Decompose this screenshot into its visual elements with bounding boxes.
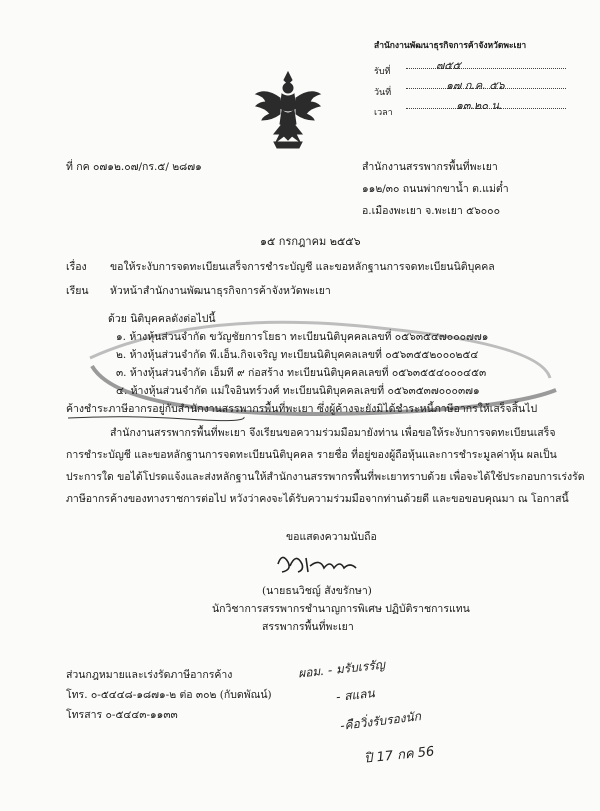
- footer-dept: ส่วนกฎหมายและเร่งรัดภาษีอากรค้าง: [66, 669, 233, 681]
- entity-item-4: ๔. ห้างหุ้นส่วนจำกัด แม่ใจอินทร์วงศ์ ทะเบียนนิติบุคคลเลขที่ ๐๕๖๓๕๓๗๐๐๐๓๗๑: [116, 385, 480, 397]
- footer-phone: โทร. ๐-๕๔๔๘-๑๘๗๑-๒ ต่อ ๓๐๒ (กับดพัณน์): [66, 689, 272, 701]
- signature-mark: [272, 546, 382, 580]
- garuda-emblem-icon: [252, 68, 324, 152]
- stamp-date: ๑๗ ก.ค. ๕๖: [406, 76, 566, 89]
- signer-title-2: สรรพากรพื้นที่พะเยา: [262, 621, 354, 633]
- document-date: ๑๕ กรกฎาคม ๒๕๕๖: [260, 235, 361, 248]
- stamp-time-label: เวลา: [374, 108, 393, 118]
- handwritten-underline-mark: [66, 414, 246, 422]
- subject-label: เรื่อง: [66, 261, 87, 273]
- sender-address-line2: ๑๑๒/๓๐ ถนนพ่ากขาน้ำ ต.แม่ต๋ำ: [362, 183, 509, 195]
- paragraph-2-line4: ภาษีอากรค้างของทางราชการต่อไป หวังว่าคงจะได้รับความร่วมมือจากท่านด้วยดี และขอขอบคุณมา ณ โอกาสนี้: [66, 493, 569, 505]
- paragraph-2-line3: ประการใด ขอได้โปรดแจ้งและส่งหลักฐานให้สำนักงานสรรพากรพื้นที่พะเยาทราบด้วย เพื่อจะได้ใช้ประกอบการเร่งรัด: [66, 471, 585, 483]
- closing: ขอแสดงความนับถือ: [286, 531, 377, 543]
- stamp-date-label: วันที่: [374, 88, 392, 98]
- footer-fax: โทรสาร ๐-๕๔๔๓-๑๑๓๓: [66, 709, 178, 721]
- stamp-received-label: รับที่: [374, 67, 391, 77]
- annotation-line4: ปิ 17 กค 56: [363, 744, 436, 767]
- paragraph-1: ค้างชำระภาษีอากรอยู่กับสำนักงานสรรพากรพื้นที่พะเยา ซึ่งผู้ค้างจะยังมิได้ชำระหนี้ภาษีอากรให้เสร็จสิ้นไป: [66, 403, 538, 415]
- paragraph-2-line2: การชำระบัญชี และขอหลักฐานการจดทะเบียนนิติบุคคล รายชื่อ ที่อยู่ของผู้ถือหุ้นและการชำระมูลค่าหุ้น ผลเป็น: [66, 449, 557, 461]
- to-label: เรียน: [66, 285, 89, 297]
- annotation-line1: ผอม. - มรับเรรัญ: [297, 657, 386, 681]
- subject-text: ขอให้ระงับการจดทะเบียนเสร็จการชำระบัญชี และขอหลักฐานการจดทะเบียนนิติบุคคล: [110, 261, 495, 273]
- annotation-line3: -คือวิ่งรับรองนัก: [339, 709, 422, 733]
- to-text: หัวหน้าสำนักงานพัฒนาธุรกิจการค้าจังหวัดพะเยา: [110, 285, 331, 297]
- stamp-time: ๑๓.๒๐ น.: [406, 96, 566, 109]
- stamp-received-no: ๗๕๕: [406, 56, 566, 69]
- annotation-line2: - สแลน: [335, 686, 376, 704]
- signer-title-1: นักวิชาการสรรพากรชำนาญการพิเศษ ปฏิบัติราชการแทน: [212, 603, 470, 615]
- receipt-stamp: [374, 38, 574, 116]
- paragraph-2-line1: สำนักงานสรรพากรพื้นที่พะเยา จึงเรียนขอความร่วมมือมายังท่าน เพื่อขอให้ระงับการจดทะเบียนเสร็จ: [110, 427, 556, 439]
- doc-number: ที่ กค ๐๗๑๒.๐๗/กร.๕/ ๒๘๗๑: [66, 161, 202, 173]
- sender-address-line1: สำนักงานสรรพากรพื้นที่พะเยา: [362, 161, 498, 173]
- entity-item-2: ๒. ห้างหุ้นส่วนจำกัด พี.เอ็น.กิจเจริญ ทะเบียนนิติบุคคลเลขที่ ๐๕๖๓๕๕๒๐๐๐๒๕๔: [116, 349, 479, 361]
- entity-item-1: ๑. ห้างหุ้นส่วนจำกัด ขวัญชัยการโยธา ทะเบียนนิติบุคคลเลขที่ ๐๕๖๓๕๔๗๐๐๐๗๗๑: [116, 331, 489, 343]
- sender-address-line3: อ.เมืองพะเยา จ.พะเยา ๕๖๐๐๐: [362, 205, 500, 217]
- list-intro: ด้วย นิติบุคคลดังต่อไปนี้: [108, 313, 216, 325]
- stamp-office: สำนักงานพัฒนาธุรกิจการค้าจังหวัดพะเยา: [374, 41, 527, 51]
- signer-name: (นายธนวิชญ์ สังขรักษา): [262, 585, 372, 597]
- entity-item-3: ๓. ห้างหุ้นส่วนจำกัด เอ็มที ๙ ก่อสร้าง ทะเบียนนิติบุคคลเลขที่ ๐๕๖๓๕๕๔๐๐๐๔๕๓: [116, 367, 487, 379]
